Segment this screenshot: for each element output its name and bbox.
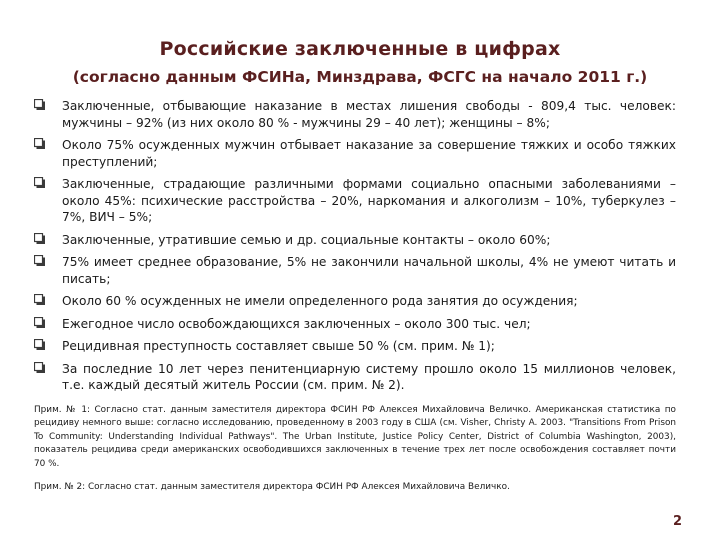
bullet-text: За последние 10 лет через пенитенциарную систему прошло около 15 миллионов человек, т.е. каждый десятый житель России (см. прим. № 2). xyxy=(62,361,676,392)
list-item xyxy=(34,316,676,333)
bullet-text: Ежегодное число освобождающихся заключенных – около 300 тыс. чел; xyxy=(62,316,531,331)
hollow-square-bullet-icon xyxy=(34,99,45,110)
page-number: 2 xyxy=(672,514,682,529)
footnote-2 xyxy=(34,481,676,494)
list-item xyxy=(34,254,676,287)
bullet-text: Около 60 % осужденных не имели определенного рода занятия до осуждения; xyxy=(62,294,578,308)
hollow-square-bullet-icon xyxy=(34,233,45,244)
list-item xyxy=(34,293,676,310)
hollow-square-bullet-icon xyxy=(34,177,45,188)
bullet-text: 75% имеет среднее образование, 5% не закончили начальной школы, 4% не умеют читать и писать; xyxy=(62,255,676,286)
bullet-text: Заключенные, страдающие различными формами социально опасными заболеваниями – около 45%: психические расстройства – 20%, наркомания и алкоголизм – 10%, туберкулез – 7%, ВИЧ – 5%; xyxy=(62,177,676,224)
hollow-square-bullet-icon xyxy=(34,138,45,149)
footnote-label: Прим. № 2: xyxy=(34,482,86,493)
list-item xyxy=(34,338,676,355)
bullet-list xyxy=(34,98,676,400)
footnote-text: Согласно стат. данным заместителя директора ФСИН РФ Алексея Михайловича Величко. Американская статистика по рецидиву немного выше: согласно исследованию, проведенному в 2003 году в США (см. Visher, Christy A. 2003. "Transitions From Prison To Community: Understanding Individual Pathways". The Urban Institute, Justice Policy Center, District of Columbia Washington, 2003), показатель рецидива среди американских освободившихся заключенных в течение трех лет после освобождения составляет почти 70 %. xyxy=(34,405,676,469)
footnote-label: Прим. № 1: xyxy=(34,405,90,415)
bullet-text: Заключенные, утратившие семью и др. социальные контакты – около 60%; xyxy=(62,232,551,247)
list-item xyxy=(34,361,676,394)
hollow-square-bullet-icon xyxy=(34,294,45,305)
list-item xyxy=(34,137,676,170)
slide-subtitle: (согласно данным ФСИНа, Минздрава, ФСГС на начало 2011 г.) xyxy=(72,68,648,86)
hollow-square-bullet-icon xyxy=(34,339,45,350)
footnotes xyxy=(34,404,676,504)
slide-title: Российские заключенные в цифрах xyxy=(159,38,561,60)
hollow-square-bullet-icon xyxy=(34,362,45,373)
bullet-text: Рецидивная преступность составляет свыше 50 % (см. прим. № 1); xyxy=(62,339,495,353)
list-item xyxy=(34,98,676,131)
bullet-text: Около 75% осужденных мужчин отбывает наказание за совершение тяжких и особо тяжких преступлений; xyxy=(62,138,676,169)
hollow-square-bullet-icon xyxy=(34,255,45,266)
list-item xyxy=(34,176,676,226)
hollow-square-bullet-icon xyxy=(34,317,45,328)
bullet-text: Заключенные, отбывающие наказание в местах лишения свободы - 809,4 тыс. человек: мужчины – 92% (из них около 80 % - мужчины 29 – 40 лет); женщины – 8%; xyxy=(62,99,676,130)
list-item xyxy=(34,232,676,249)
footnote-text: Согласно стат. данным заместителя директора ФСИН РФ Алексея Михайловича Величко. xyxy=(87,482,510,493)
footnote-1 xyxy=(34,404,676,471)
